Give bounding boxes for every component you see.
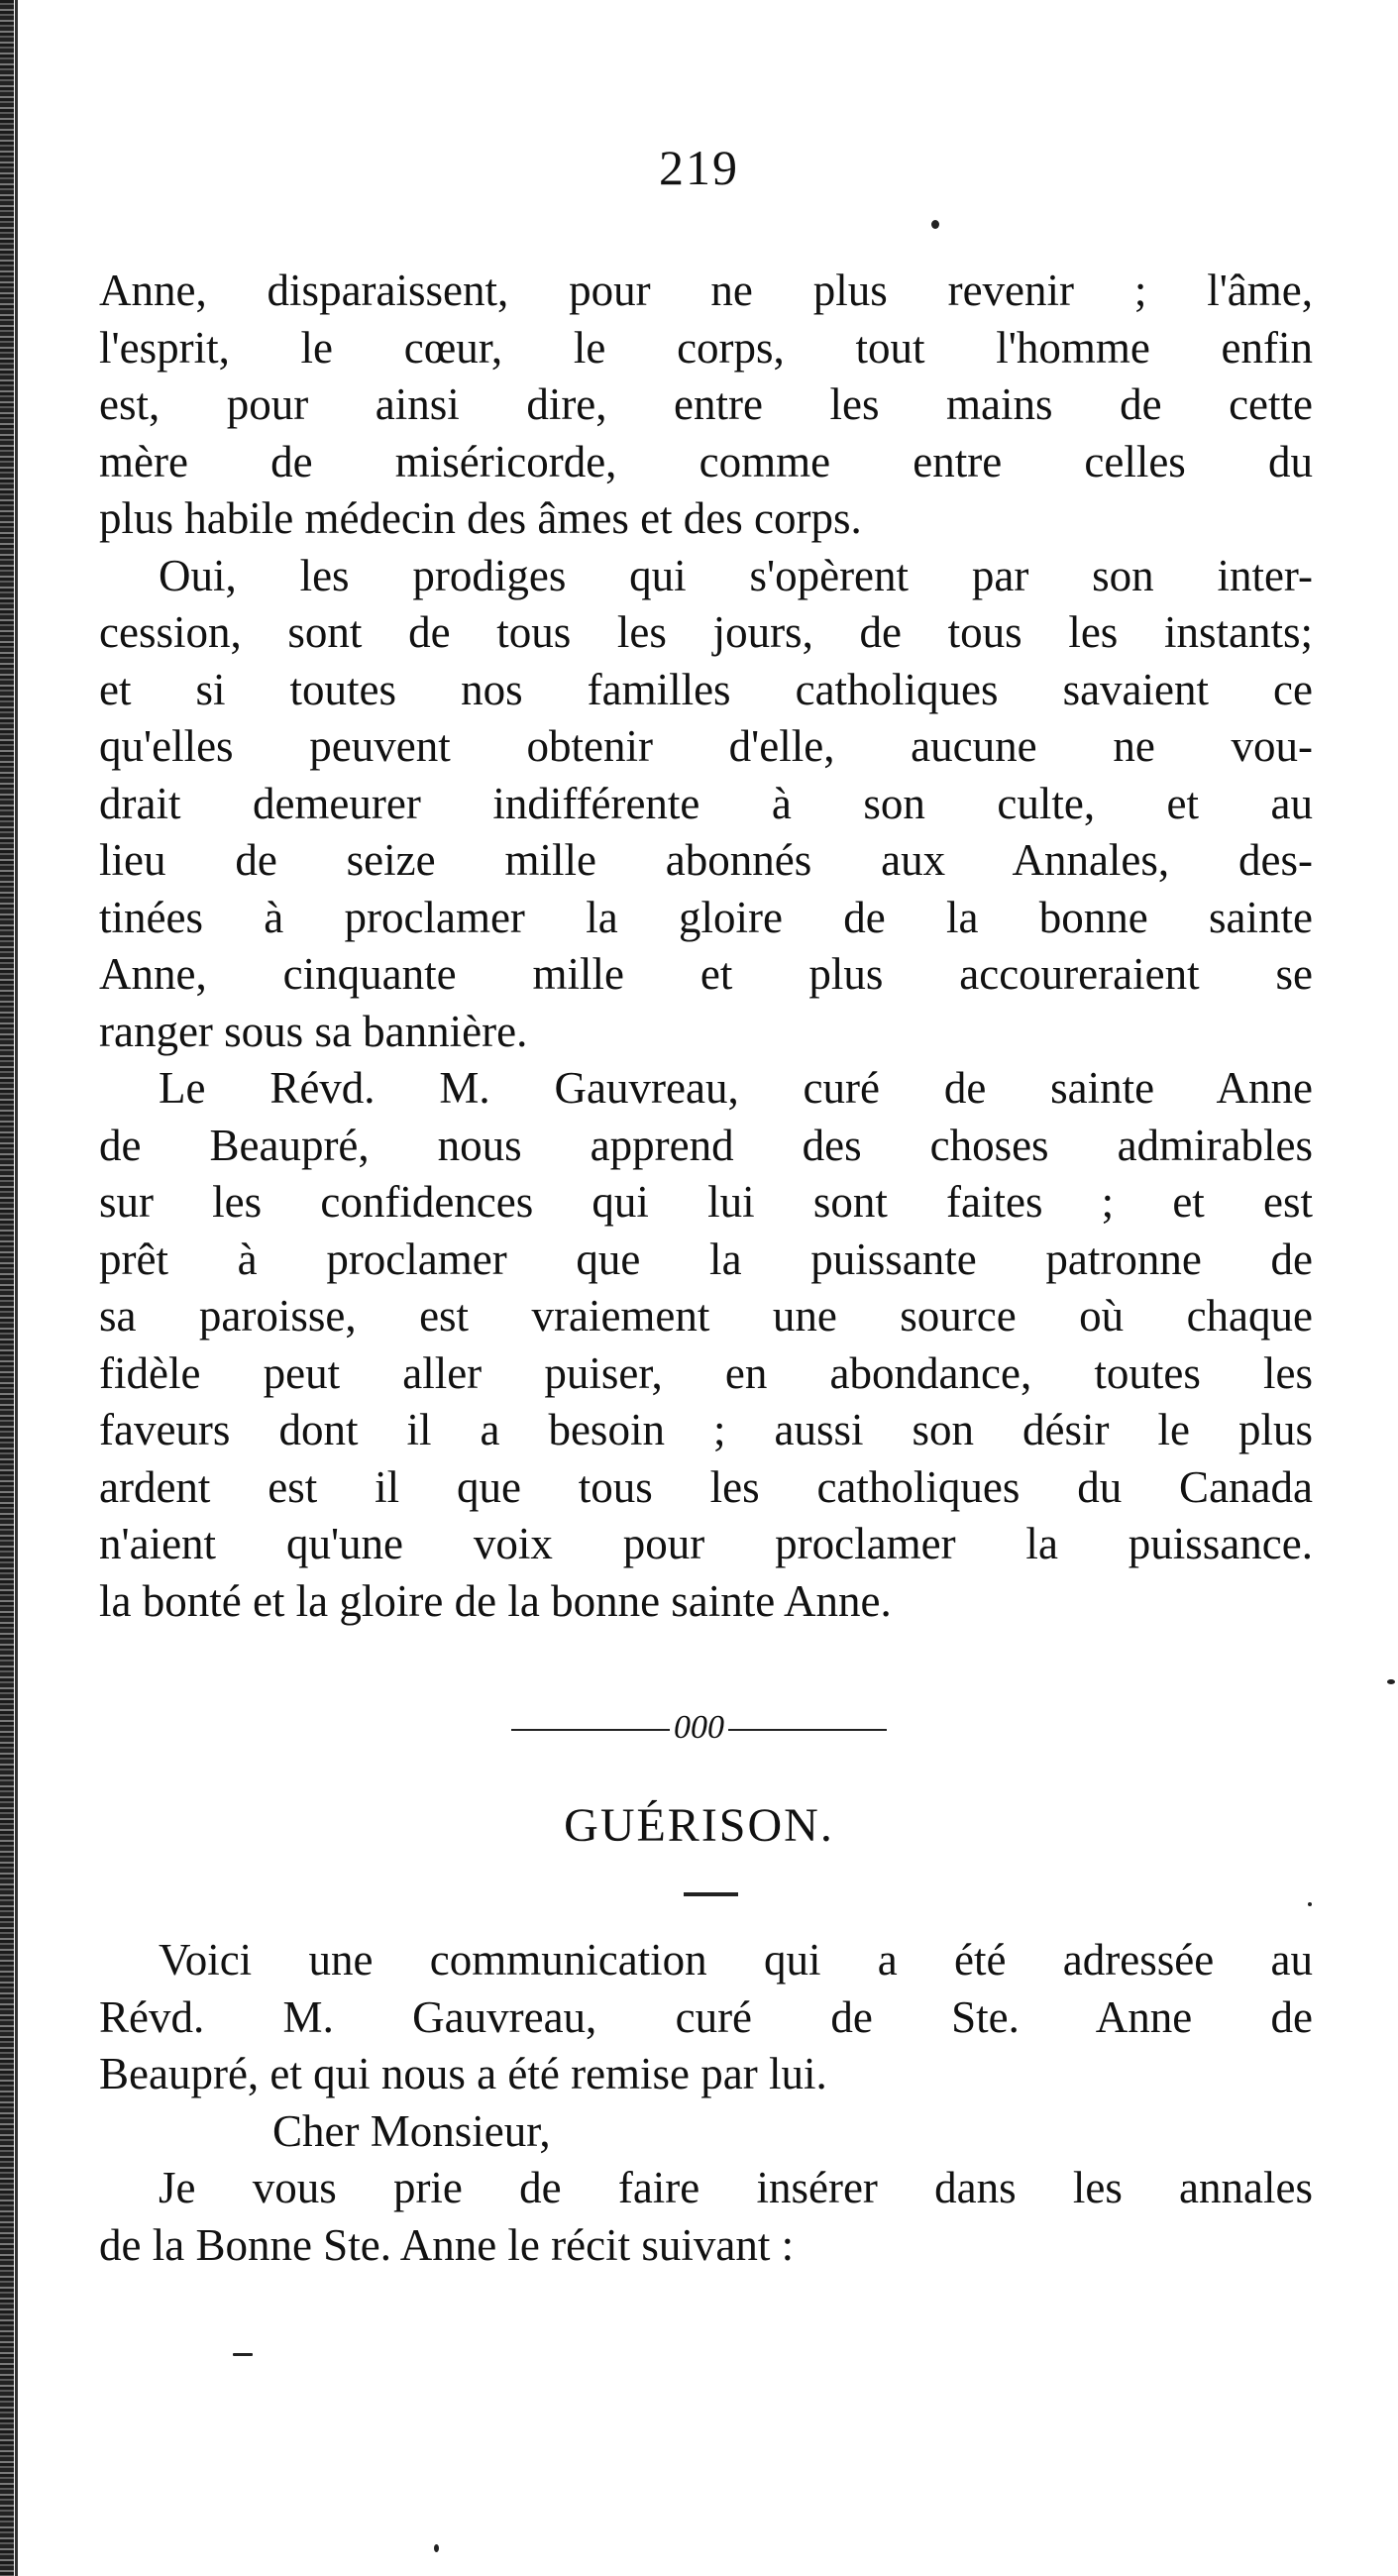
section-heading: GUÉRISON. bbox=[564, 1799, 834, 1852]
body-text-top bbox=[99, 263, 1313, 1630]
text-line: est, pour ainsi dire, entre les mains de cette bbox=[99, 379, 1313, 429]
text-line: Révd. M. Gauvreau, curé de Ste. Anne de bbox=[99, 1991, 1313, 2042]
section-separator bbox=[0, 1709, 1398, 1747]
body-text-bottom bbox=[99, 1932, 1313, 2274]
separator-dash-left bbox=[511, 1729, 670, 1731]
text-line: qu'elles peuvent obtenir d'elle, aucune ne vou- bbox=[99, 721, 1313, 771]
text-line: et si toutes nos familles catholiques savaient ce bbox=[99, 664, 1313, 714]
text-line: mère de miséricorde, comme entre celles du bbox=[99, 436, 1313, 486]
text-line: drait demeurer indifférente à son culte, et au bbox=[99, 778, 1313, 828]
text-line: de Beaupré, nous apprend des choses admirables bbox=[99, 1120, 1313, 1170]
text-line: Anne, disparaissent, pour ne plus revenir ; l'âme, bbox=[99, 266, 1313, 315]
text-line: faveurs dont il a besoin ; aussi son désir le plus bbox=[99, 1405, 1313, 1454]
text-line: tinées à proclamer la gloire de la bonne sainte bbox=[99, 892, 1313, 942]
separator-dash-right bbox=[728, 1729, 887, 1731]
text-line: fidèle peut aller puiser, en abondance, toutes les bbox=[99, 1347, 1313, 1398]
book-binding-edge bbox=[0, 0, 14, 2576]
text-line: plus habile médecin des âmes et des corps. bbox=[99, 493, 862, 543]
text-line: ranger sous sa bannière. bbox=[99, 1006, 528, 1056]
text-line: n'aient qu'une voix pour proclamer la puissance. bbox=[99, 1519, 1313, 1568]
text-line: l'esprit, le cœur, le corps, tout l'homme enfin bbox=[99, 322, 1313, 373]
page-number: 219 bbox=[659, 140, 739, 195]
ink-speck bbox=[931, 220, 939, 229]
text-line: de la Bonne Ste. Anne le récit suivant : bbox=[99, 2219, 795, 2270]
text-line: Oui, les prodiges qui s'opèrent par son inter- bbox=[159, 550, 1313, 600]
text-line: sa paroisse, est vraiement une source où chaque bbox=[99, 1291, 1313, 1341]
ink-speck bbox=[434, 2544, 439, 2552]
ink-speck bbox=[1387, 1679, 1395, 1684]
text-line: Je vous prie de faire insérer dans les annales bbox=[159, 2163, 1313, 2212]
text-line: Le Révd. M. Gauvreau, curé de sainte Anne bbox=[159, 1063, 1313, 1113]
text-line: la bonté et la gloire de la bonne sainte Anne. bbox=[99, 1575, 892, 1626]
text-line: Anne, cinquante mille et plus accoureraient se bbox=[99, 949, 1313, 999]
text-line: Beaupré, et qui nous a été remise par lui. bbox=[99, 2049, 827, 2098]
text-line: Voici une communication qui a été adressée au bbox=[159, 1935, 1313, 1985]
text-line: lieu de seize mille abonnés aux Annales, des- bbox=[99, 835, 1313, 885]
heading-rule bbox=[684, 1892, 738, 1896]
ink-speck bbox=[1308, 1902, 1312, 1906]
salutation: Cher Monsieur, bbox=[272, 2105, 551, 2156]
text-line: cession, sont de tous les jours, de tous les instants; bbox=[99, 607, 1313, 657]
text-line: prêt à proclamer que la puissante patronne de bbox=[99, 1234, 1313, 1284]
separator-text: 000 bbox=[674, 1709, 724, 1746]
ink-speck bbox=[233, 2353, 253, 2356]
text-line: ardent est il que tous les catholiques du Canada bbox=[99, 1461, 1313, 1512]
text-line: sur les confidences qui lui sont faites ; et est bbox=[99, 1177, 1313, 1227]
